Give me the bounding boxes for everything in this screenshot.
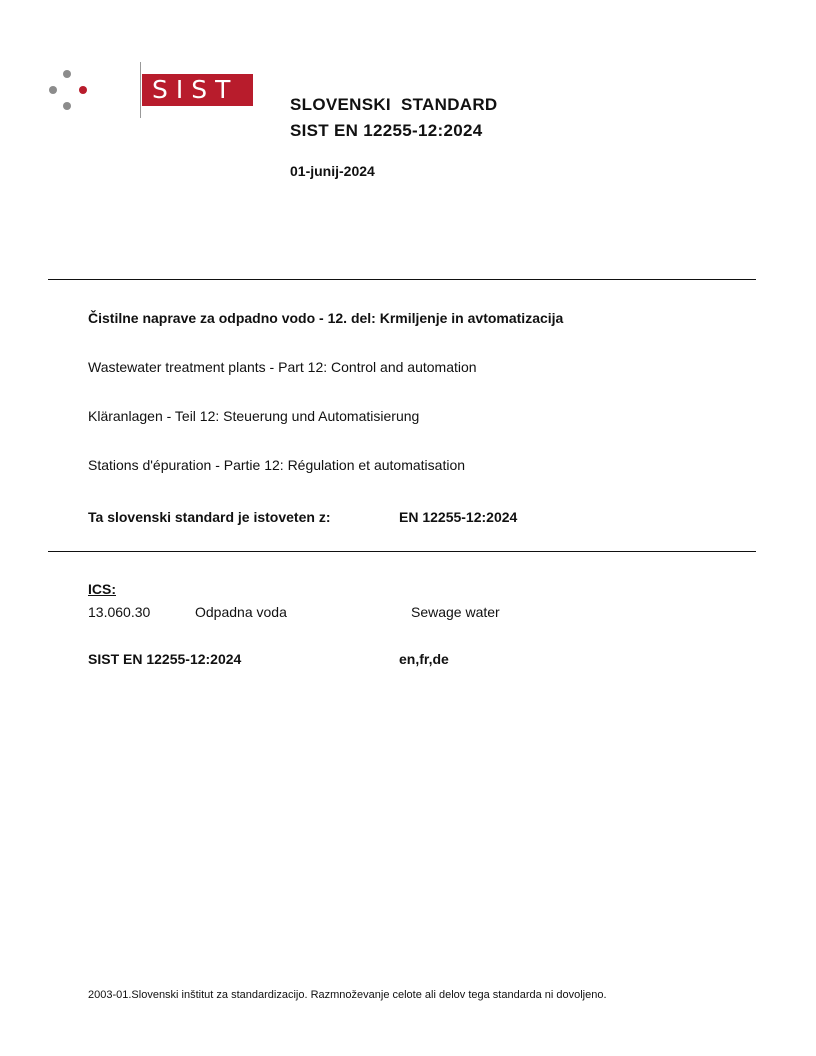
identical-value: EN 12255-12:2024	[399, 509, 518, 525]
ics-label: ICS:	[88, 581, 116, 597]
logo-divider	[140, 62, 141, 118]
title-german: Kläranlagen - Teil 12: Steuerung und Automatisierung	[88, 408, 420, 424]
ics-code: 13.060.30	[88, 604, 151, 620]
bottom-divider	[48, 551, 756, 552]
copyright-notice: 2003-01.Slovenski inštitut za standardizacijo. Razmnoževanje celote ali delov tega standarda ni dovoljeno.	[88, 989, 607, 1001]
logo-dot-bottom	[63, 102, 71, 110]
logo-wordmark: SIST	[142, 74, 253, 106]
logo-dot-accent	[79, 86, 87, 94]
ics-slovenian: Odpadna voda	[195, 604, 287, 620]
logo-dot-left	[49, 86, 57, 94]
footer-code: SIST EN 12255-12:2024	[88, 651, 242, 667]
top-divider	[48, 279, 756, 280]
ics-english: Sewage water	[411, 604, 500, 620]
standard-code: SIST EN 12255-12:2024	[290, 121, 483, 140]
identical-label: Ta slovenski standard je istoveten z:	[88, 509, 331, 525]
sist-logo	[48, 62, 239, 122]
title-english: Wastewater treatment plants - Part 12: Control and automation	[88, 359, 477, 375]
standard-date: 01-junij-2024	[290, 163, 375, 179]
logo-dot-top	[63, 70, 71, 78]
title-french: Stations d'épuration - Partie 12: Régulation et automatisation	[88, 457, 466, 473]
footer-languages: en,fr,de	[399, 651, 449, 667]
standard-title: SLOVENSKI STANDARD	[290, 95, 498, 114]
title-slovenian: Čistilne naprave za odpadno vodo - 12. del: Krmiljenje in avtomatizacija	[88, 310, 564, 326]
